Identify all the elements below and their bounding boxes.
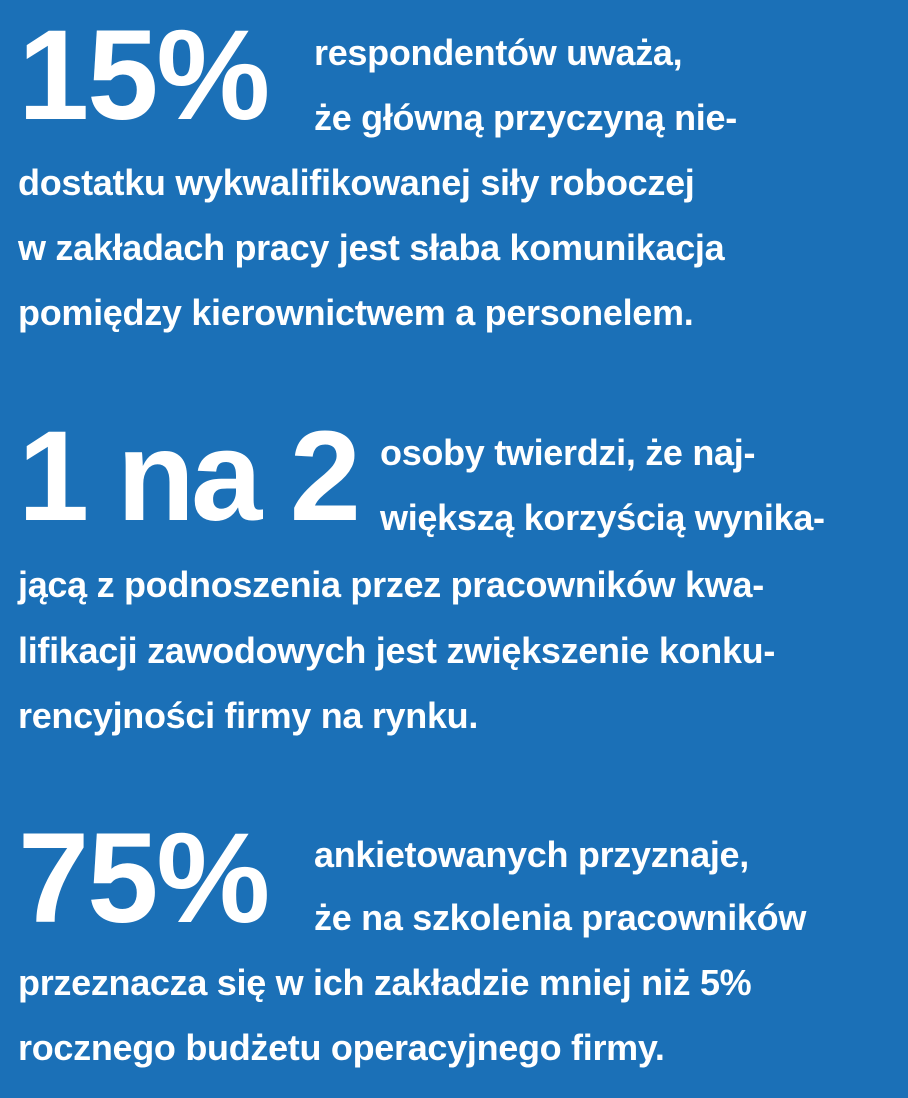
stat-text-line: większą korzyścią wynika- [380,497,825,538]
stat-text-line: w zakładach pracy jest słaba komunikacja [18,227,725,268]
stat-text-line: że główną przyczyną nie- [314,97,737,138]
stat-text-line: pomiędzy kierownictwem a personelem. [18,292,694,333]
stat-text-line: rocznego budżetu operacyjnego firmy. [18,1027,665,1068]
stat-text-line: lifikacji zawodowych jest zwiększenie konku- [18,630,776,671]
stat-text-line: respondentów uważa, [314,32,683,73]
stat-figure: 1 na 2 [18,405,357,548]
stat-figure: 15% [18,4,269,147]
stat-text-line: osoby twierdzi, że naj- [380,432,756,473]
stat-text-line: że na szkolenia pracowników [314,897,807,938]
stat-figure: 75% [18,807,269,950]
stat-text-line: przeznacza się w ich zakładzie mniej niż 5% [18,962,752,1003]
stat-text-line: rencyjności firmy na rynku. [18,695,479,736]
stat-text-line: jącą z podnoszenia przez pracowników kwa- [18,564,764,605]
stat-text-line: dostatku wykwalifikowanej siły roboczej [18,162,695,203]
stat-text-line: ankietowanych przyznaje, [314,834,749,875]
